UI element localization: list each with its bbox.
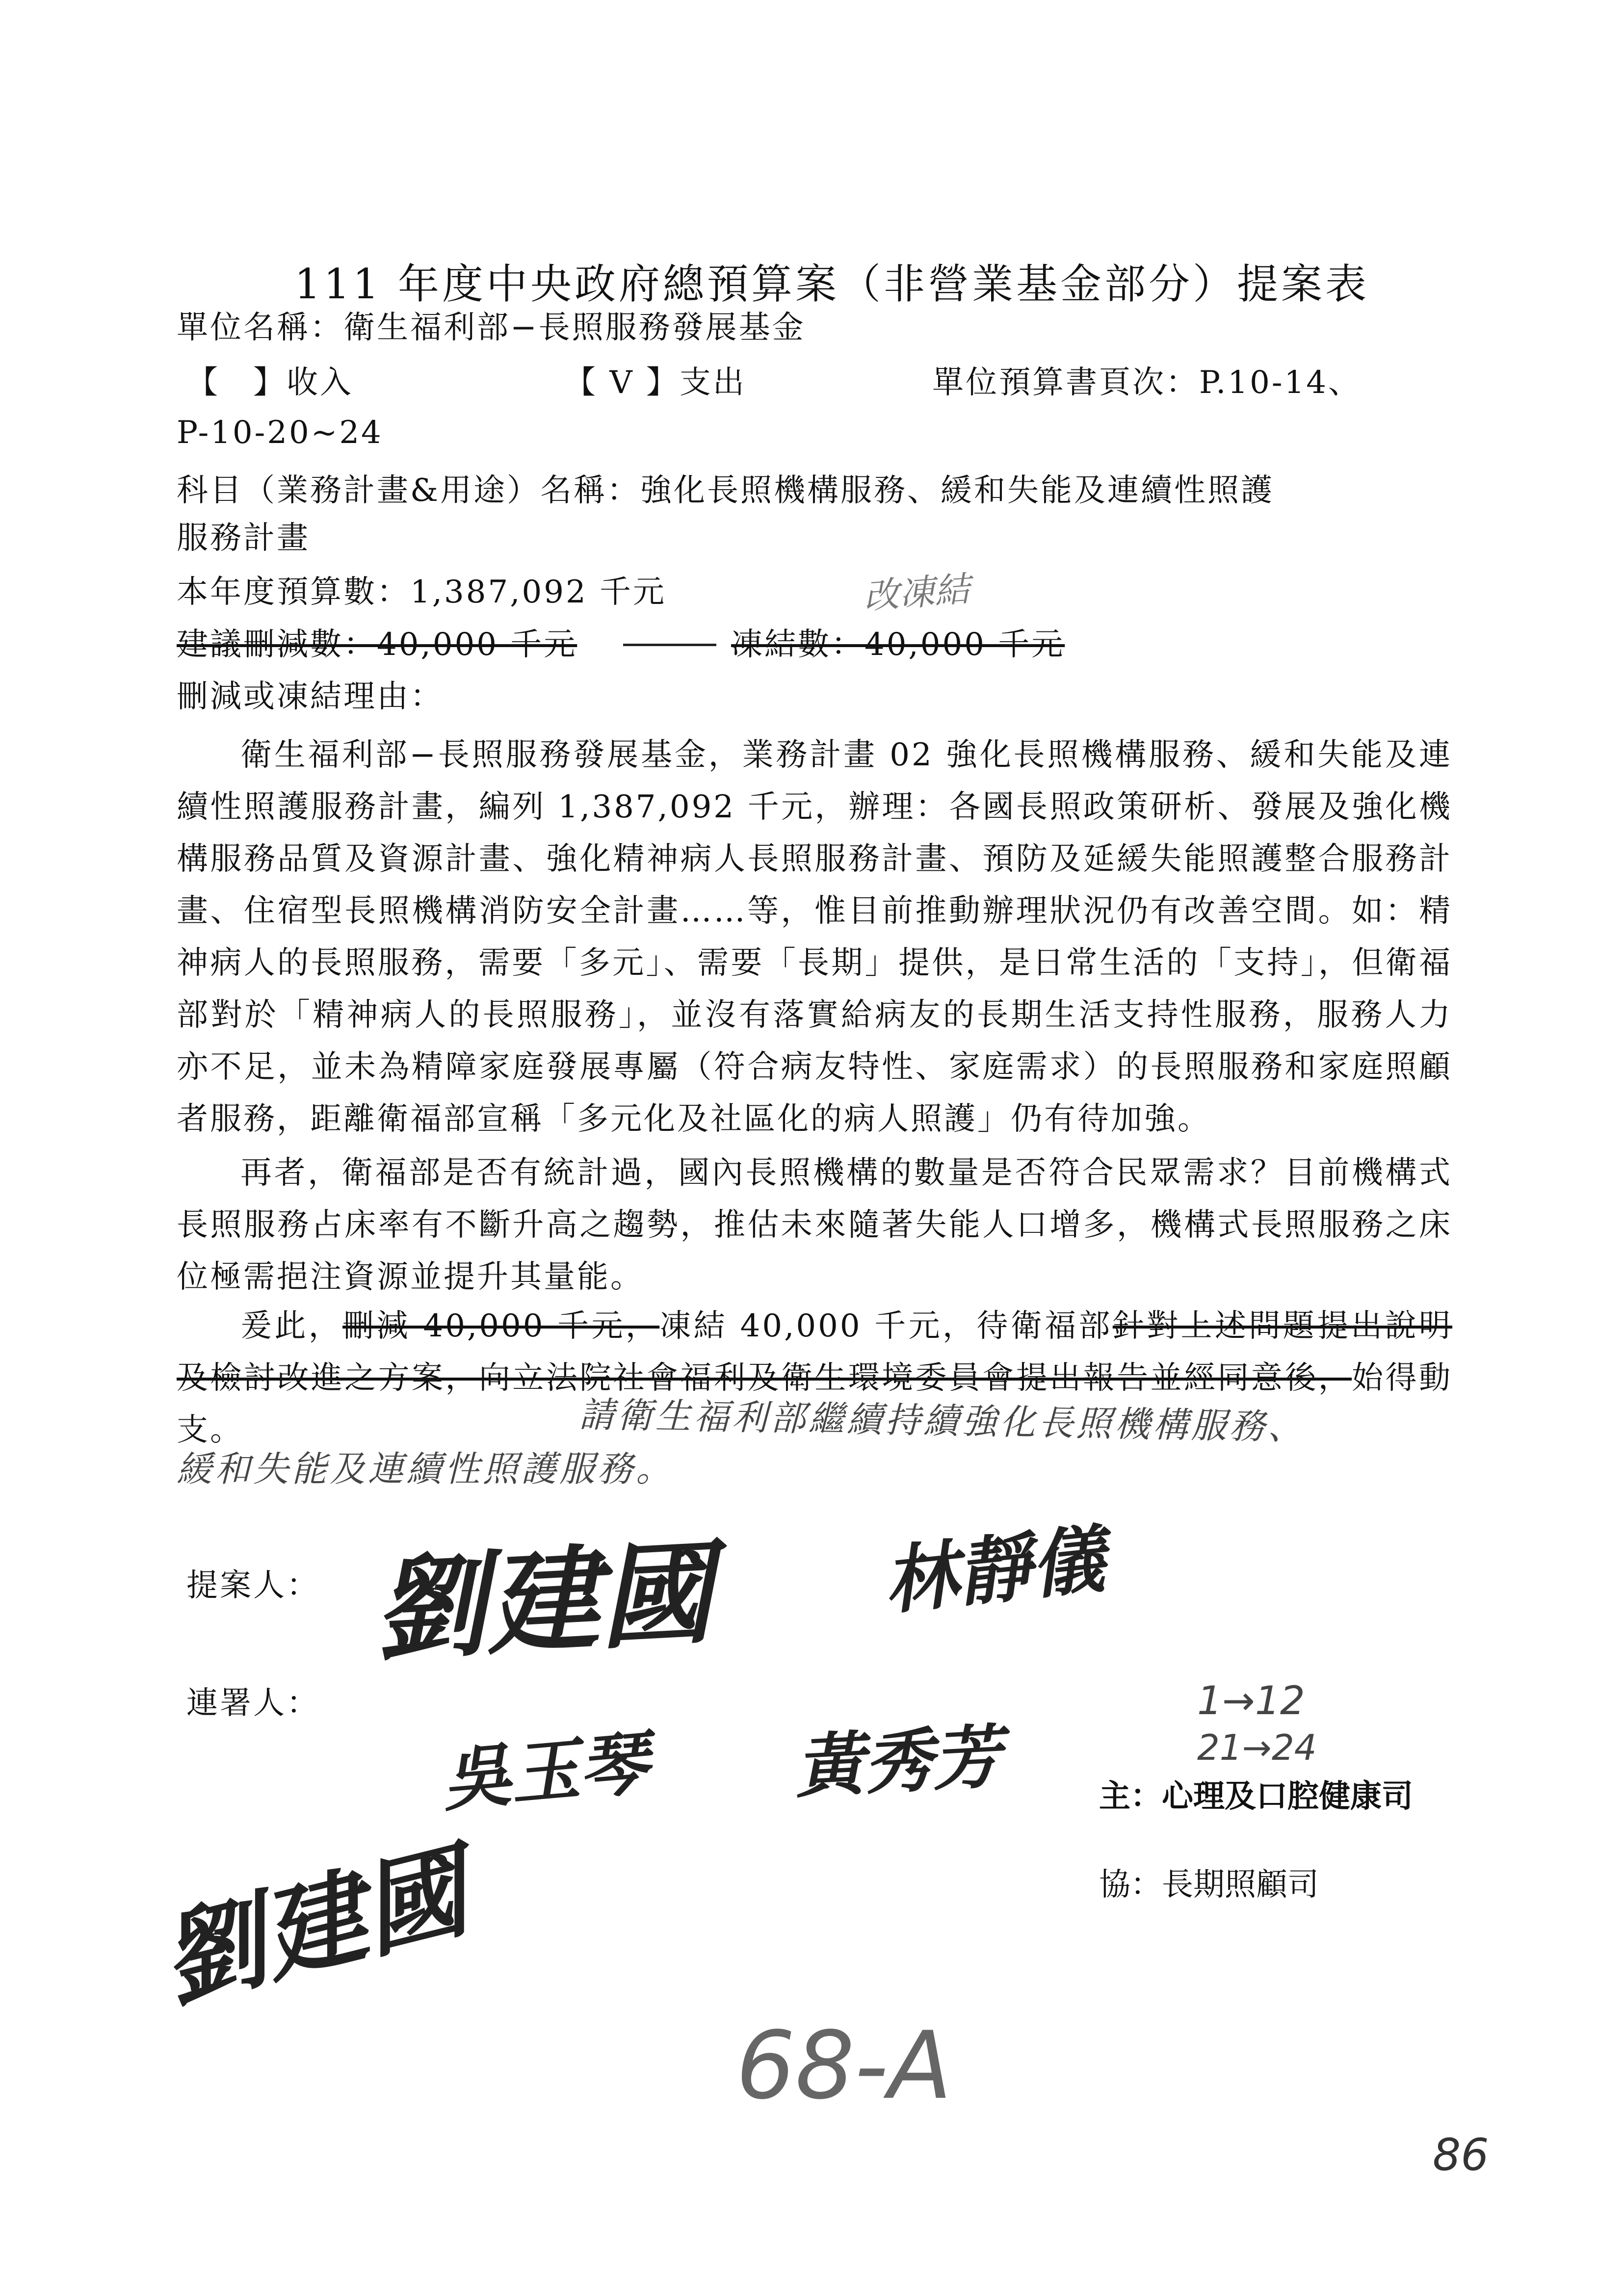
cosigner-signature-3: 劉建國 [149, 1830, 478, 2023]
cosigner-signature-2: 黃秀芳 [793, 1717, 1003, 1808]
proposer-signature-2: 林靜儀 [880, 1515, 1109, 1625]
main-department: 主：心理及口腔健康司 [1099, 1778, 1413, 1815]
annual-budget: 本年度預算數：1,387,092 千元 [177, 574, 667, 610]
cosigner-signature-1: 吳玉琴 [439, 1722, 652, 1821]
proposed-cut: 建議刪減數：40,000 千元 [177, 626, 577, 663]
expense-option: 【 V 】支出 [564, 365, 746, 401]
page-number: 86 [1433, 2129, 1489, 2181]
freeze-amount: 凍結數：40,000 千元 [731, 626, 1065, 663]
handwritten-date-note-2: 21→24 [1197, 1727, 1317, 1768]
handwritten-amendment-line-2: 緩和失能及連續性照護服務。 [177, 1448, 675, 1489]
para3-part-b: 凍結 40,000 千元，待衛福部 [659, 1308, 1113, 1344]
budget-page-ref-cont: P-10-20~24 [177, 415, 383, 451]
unit-name: 單位名稱：衛生福利部−長照服務發展基金 [177, 310, 806, 346]
reason-paragraph-1: 衛生福利部−長照服務發展基金，業務計畫 02 強化長照機構服務、緩和失能及連續性照護服務計畫，編列 1,387,092 千元，辦理：各國長照政策研析、發展及強化機構服務品質及資源計畫、強化精神病人長照服務計畫、預防及延緩失能照護整合服務計畫、住宿型長照機構消防安全計畫……等，惟目前推動辦理狀況仍有改善空間。如：精神病人的長照服務，需要「多元」、需要「長期」提供，是日常生活的「支持」，但衛福部對於「精神病人的長照服務」，並沒有落實給病友的長期生活支持性服務，服務人力亦不足，並未為精障家庭發展專屬（符合病友特性、家庭需求）的長照服務和家庭照顧者服務，距離衛福部宣稱「多元化及社區化的病人照護」仍有待加強。 [177, 737, 1452, 1137]
para3-part-a: 爰此， [240, 1308, 343, 1344]
handwritten-page-code: 68-A [736, 2011, 952, 2120]
document-title: 111 年度中央政府總預算案（非營業基金部分）提案表 [294, 260, 1370, 308]
budget-page-ref: 單位預算書頁次：P.10-14、 [932, 365, 1362, 401]
para3-struck-cut: 刪減 40,000 千元， [342, 1308, 660, 1344]
reason-paragraph-2: 再者，衛福部是否有統計過，國內長照機構的數量是否符合民眾需求？目前機構式長照服務占床率有不斷升高之趨勢，推估未來隨著失能人口增多，機構式長照服務之床位極需挹注資源並提升其量能。 [177, 1155, 1452, 1295]
cosigner-label: 連署人： [186, 1685, 320, 1722]
proposer-label: 提案人： [186, 1567, 320, 1604]
proposer-signature-1: 劉建國 [370, 1527, 715, 1677]
handwritten-amendment-line-1: 請衛生福利部繼續持續強化長照機構服務、 [578, 1394, 1307, 1448]
reason-heading: 刪減或凍結理由： [177, 678, 444, 715]
handwritten-date-note-1: 1→12 [1197, 1678, 1305, 1723]
subject-name: 科目（業務計畫&用途）名稱：強化長照機構服務、緩和失能及連續性照護 [177, 472, 1274, 509]
para3-struck-conditions: 針對上述問題提出說明及檢討改進之方案，向立法院社會福利及衛生環境委員會提出報告並經同意後， [177, 1308, 1453, 1396]
assisting-department: 協：長期照顧司 [1099, 1867, 1319, 1903]
handwritten-budget-note: 改凍結 [862, 568, 971, 617]
income-option: 【 】收入 [186, 365, 353, 401]
para3-part-c: 始得動支。 [177, 1360, 1453, 1448]
strike-dash [623, 644, 716, 646]
subject-name-cont: 服務計畫 [177, 520, 310, 556]
